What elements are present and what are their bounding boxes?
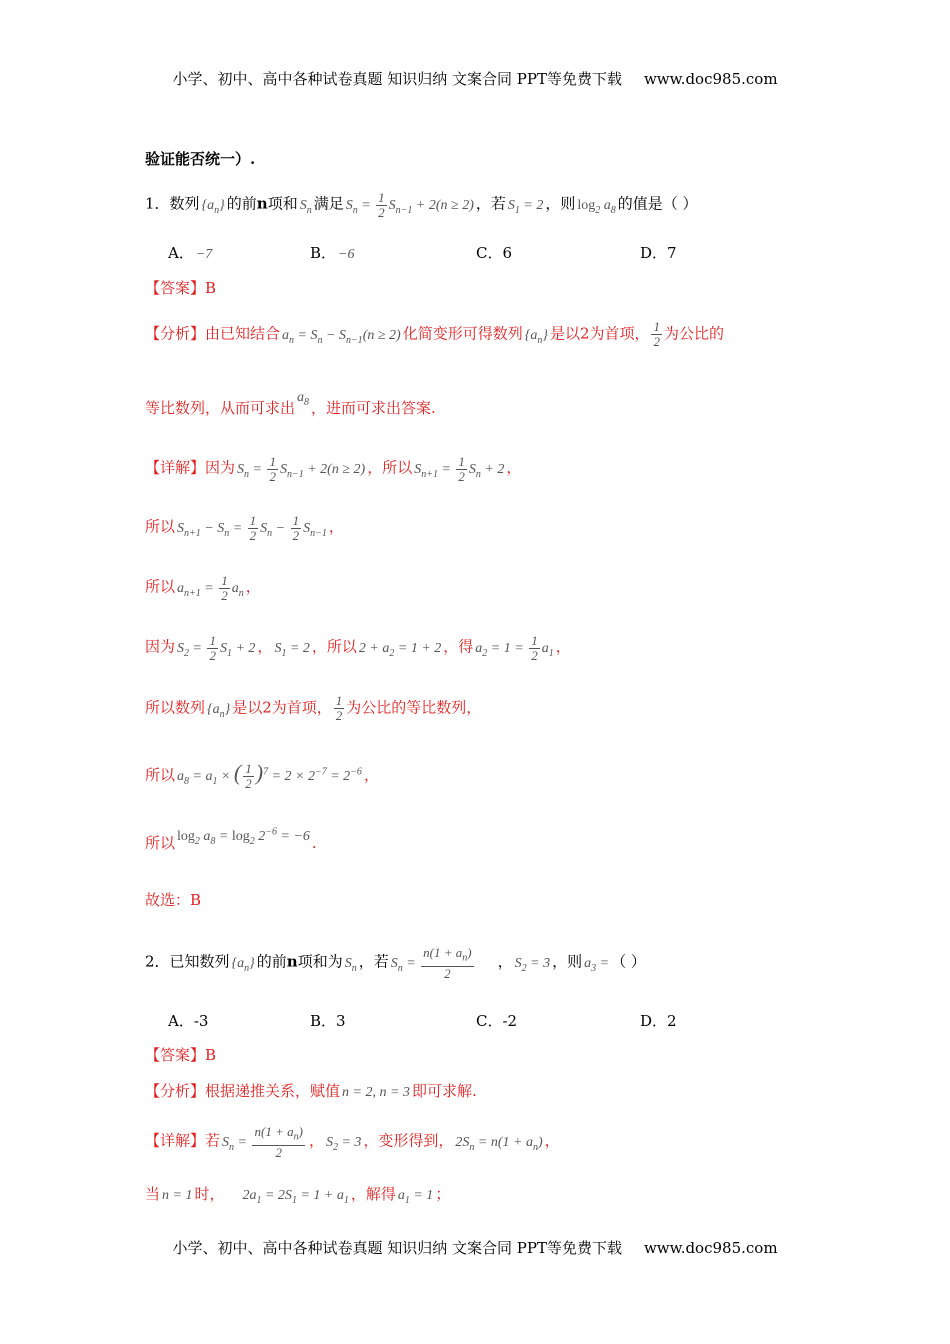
q1-final: 故选：B <box>145 891 202 909</box>
footer-url[interactable]: www.doc985.com <box>643 1239 778 1257</box>
q2-option-b[interactable]: B．3 <box>310 1012 346 1030</box>
q1-option-b[interactable]: B． −6 <box>310 244 355 262</box>
q2-detail-1: 【详解】若 $S_n$ = $\frac{n(1 + a_n)}{2}$ ， $S_2 = 3$ ，变形得到， $2S_n = n(1 + a_n)$ ， <box>145 1124 560 1160</box>
q1-detail-7: 所以 $\log_2 a_8 = \log_2 2^{-6} = -6$ . <box>145 826 317 852</box>
q2-detail-2: 当 n = 1 时， $2a_1 = 2S_1 = 1 + a_1$ ，解得 $a_1 = 1$ ； <box>145 1185 451 1206</box>
q1-option-c[interactable]: C．6 <box>476 244 513 262</box>
q1-stem: 1．数列 $\{a_n\}$ 的前n项和 $S_n$ 满足 $S_n$ = $\frac{1}{2}$ $S_{n-1} + 2(n \ge 2)$ ，若 $S_1 = 2$ ，则 $\log_2 a_8$ 的值是（ ） <box>145 190 698 220</box>
footer-text: 小学、初中、高中各种试卷真题 知识归纳 文案合同 PPT等免费下载 <box>172 1239 622 1257</box>
q1-detail-1: 【详解】因为 $S_n$ = $\frac{1}{2}$ $S_{n-1} + 2(n \ge 2)$ ，所以 $S_{n+1}$ = $\frac{1}{2}$ $S_n + 2$ ， <box>145 454 522 484</box>
q1-detail-6: 所以 $a_8 = a_1$ × ( $\frac{1}{2}$ )$^7 = 2 \times 2^{-7} = 2^{-6}$ ， <box>145 760 379 792</box>
page-header <box>0 68 950 89</box>
q1-detail-4: 因为 $S_2$ = $\frac{1}{2}$ $S_1 + 2$ ， $S_1 = 2$ ，所以 $2 + a_2 = 1 + 2$ ，得 $a_2 = 1$ = $\frac{1}{2}$ $a_1$ ， <box>145 633 571 663</box>
q2-option-c[interactable]: C．-2 <box>476 1012 518 1030</box>
q1-option-a[interactable]: A． −7 <box>168 244 213 262</box>
header-text: 小学、初中、高中各种试卷真题 知识归纳 文案合同 PPT等免费下载 <box>172 70 622 88</box>
q2-option-d[interactable]: D．2 <box>640 1012 677 1030</box>
q1-analysis: 【分析】由已知结合 $a_n = S_n - S_{n-1}(n \ge 2)$ 化简变形可得数列 $\{a_n\}$ 是以2为首项， $\frac{1}{2}$ 为公比的 <box>145 319 724 349</box>
q1-option-d[interactable]: D．7 <box>640 244 677 262</box>
q2-analysis: 【分析】根据递推关系，赋值 n = 2, n = 3 即可求解. <box>145 1082 477 1100</box>
q2-stem: 2．已知数列 $\{a_n\}$ 的前n项和为 $S_n$ ，若 $S_n$ = $\frac{n(1 + a_n)}{2}$ ， $S_2 = 3$ ，则 $a_3$ = （ ） <box>145 945 646 981</box>
intro-line: 验证能否统一）. <box>145 150 256 168</box>
page-footer <box>0 1237 950 1258</box>
header-url[interactable]: www.doc985.com <box>643 70 778 88</box>
q1-detail-5: 所以数列 $\{a_n\}$ 是以2为首项， $\frac{1}{2}$ 为公比的等比数列， <box>145 693 482 723</box>
q1-detail-2: 所以 $S_{n+1} - S_n$ = $\frac{1}{2}$ $S_n$ − $\frac{1}{2}$ $S_{n-1}$ ， <box>145 513 344 543</box>
q1-answer: 【答案】B <box>145 279 217 297</box>
q2-answer: 【答案】B <box>145 1046 217 1064</box>
q1-detail-3: 所以 $a_{n+1}$ = $\frac{1}{2}$ $a_n$ ， <box>145 573 261 603</box>
q2-option-a[interactable]: A．-3 <box>168 1012 209 1030</box>
q1-analysis-cont: 等比数列，从而可求出$a_8$ ，进而可求出答案. <box>145 390 436 417</box>
